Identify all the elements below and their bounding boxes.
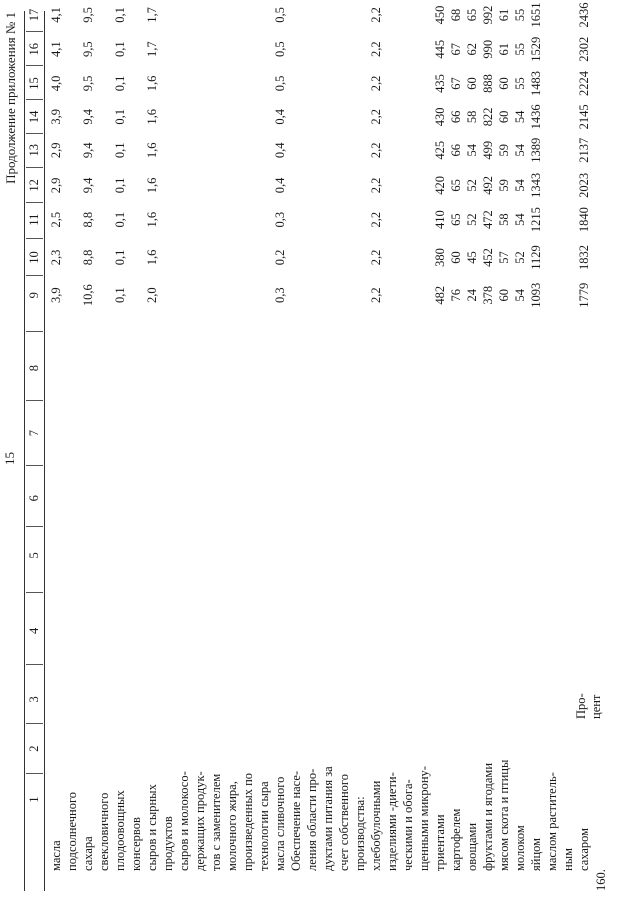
- column-header-17: 17: [27, 8, 41, 22]
- table-cell: 67: [449, 77, 463, 90]
- column-header-2: 2: [27, 745, 41, 752]
- table-cell: 2,5: [49, 211, 63, 228]
- table-cell: 1,6: [145, 249, 159, 266]
- table-cell: 0,5: [273, 41, 287, 58]
- table-cell: 9,5: [81, 75, 95, 92]
- table-cell: 0,1: [113, 287, 127, 304]
- header-separator: [26, 526, 43, 527]
- table-cell: 57: [497, 251, 511, 264]
- table-cell: 52: [465, 213, 479, 226]
- header-separator: [26, 664, 43, 665]
- column-header-1: 1: [27, 796, 41, 803]
- table-cell: 55: [513, 42, 527, 56]
- table-cell: 52: [465, 179, 479, 192]
- table-cell: 1129: [529, 245, 543, 270]
- header-separator: [26, 592, 43, 593]
- indicator-line: ным: [561, 848, 575, 871]
- column-header-4: 4: [27, 627, 41, 634]
- table-cell: 65: [465, 8, 479, 22]
- table-cell: 2023: [577, 172, 591, 198]
- table-cell: 58: [497, 213, 511, 226]
- table-cell: 1093: [529, 282, 543, 308]
- row-number: 160.: [594, 869, 608, 891]
- table-cell: 55: [513, 77, 527, 90]
- column-header-12: 12: [27, 179, 41, 192]
- indicator-line: плодоовощных: [113, 790, 127, 871]
- table-cell: 9,4: [81, 142, 95, 159]
- table-cell: 54: [513, 179, 527, 192]
- table-cell: 59: [497, 179, 511, 192]
- indicator-line: продуктов: [161, 816, 175, 871]
- header-separator: [26, 65, 43, 66]
- table-cell: 55: [513, 8, 527, 22]
- indicator-line: производства:: [353, 796, 367, 871]
- table-cell: 60: [497, 77, 511, 90]
- table-cell: 380: [433, 248, 447, 267]
- table-cell: 1,6: [145, 211, 159, 228]
- indicator-line: технологии сыра: [257, 781, 271, 871]
- table-cell: 2,3: [49, 249, 63, 266]
- table-cell: 425: [433, 140, 447, 160]
- table-cell: 0,4: [273, 142, 287, 159]
- header-separator: [26, 275, 43, 276]
- table-cell: 2,0: [145, 287, 159, 304]
- column-header-8: 8: [27, 365, 41, 372]
- table-cell: 65: [449, 179, 463, 192]
- column-header-9: 9: [27, 292, 41, 299]
- header-separator: [26, 773, 43, 774]
- table-cell: 452: [481, 248, 495, 267]
- table-cell: 68: [449, 8, 463, 22]
- table-cell: 2,2: [369, 211, 383, 228]
- table-cell: 2,2: [369, 109, 383, 125]
- table-cell: 1389: [529, 137, 543, 163]
- indicator-line: дуктами питания за: [321, 766, 335, 871]
- table-cell: 2,2: [369, 75, 383, 92]
- indicator-line: щенными микрону-: [417, 766, 431, 871]
- header-separator: [26, 331, 43, 332]
- table-cell: 54: [513, 144, 527, 157]
- table-cell: 2,2: [369, 249, 383, 266]
- table-cell: 0,1: [113, 75, 127, 92]
- table-cell: 2,9: [49, 177, 63, 194]
- table-cell: 8,8: [81, 249, 95, 266]
- table-cell: 54: [513, 110, 527, 124]
- table-cell: 59: [497, 144, 511, 157]
- indicator-line: овощами: [465, 822, 479, 871]
- indicator-line: держащих продук-: [193, 771, 207, 871]
- header-separator: [26, 31, 43, 32]
- table-cell: 2,2: [369, 142, 383, 159]
- indicator-line: сыров и сырных: [145, 784, 159, 871]
- table-cell: 450: [433, 5, 447, 25]
- table-cell: 54: [513, 213, 527, 226]
- table-cell: 2,2: [369, 287, 383, 304]
- table-cell: 492: [481, 176, 495, 195]
- table-cell: 54: [465, 144, 479, 157]
- table-cell: 1483: [529, 70, 543, 96]
- indicator-line: масла сливочного: [273, 776, 287, 871]
- table-cell: 0,1: [113, 41, 127, 58]
- table-cell: 65: [449, 213, 463, 226]
- table-cell: 54: [513, 288, 527, 302]
- table-cell: 58: [465, 110, 479, 124]
- table-cell: 430: [433, 107, 447, 127]
- table-cell: 3,9: [49, 109, 63, 125]
- table-cell: 499: [481, 140, 495, 160]
- table-cell: 1,7: [145, 7, 159, 23]
- table-cell: 1,6: [145, 109, 159, 125]
- table-cell: 0,3: [273, 211, 287, 228]
- table-cell: 66: [449, 144, 463, 157]
- continuation-caption: Продолжение приложения № 1: [3, 12, 18, 184]
- table-cell: 888: [481, 74, 495, 93]
- header-separator: [26, 723, 43, 724]
- indicator-line: произведенных по: [241, 772, 255, 871]
- table-cell: 76: [449, 288, 463, 302]
- table-cell: 66: [449, 110, 463, 124]
- table-cell: 2436: [577, 2, 591, 28]
- unit-line-1: Про-: [574, 693, 588, 719]
- table-cell: 992: [481, 5, 495, 25]
- indicator-line: мясом скота и птицы: [497, 759, 511, 871]
- table-cell: 1,6: [145, 142, 159, 159]
- indicator-line: молоком: [513, 825, 527, 871]
- indicator-line: тов с заменителем: [209, 773, 223, 871]
- table-cell: 3,9: [49, 287, 63, 304]
- table-cell: 4,1: [49, 7, 63, 23]
- table-cell: 0,1: [113, 109, 127, 125]
- indicator-line: триентами: [433, 814, 447, 871]
- table-cell: 435: [433, 74, 447, 93]
- indicator-line: яйцом: [529, 837, 543, 871]
- table-cell: 67: [449, 42, 463, 56]
- table-cell: 0,1: [113, 249, 127, 266]
- column-header-5: 5: [27, 552, 41, 559]
- table-cell: 60: [497, 110, 511, 124]
- indicator-line: консервов: [129, 817, 143, 871]
- table-cell: 378: [481, 285, 495, 305]
- table-cell: 990: [481, 39, 495, 59]
- page-number: 15: [2, 452, 17, 465]
- table-cell: 62: [465, 42, 479, 56]
- unit-line-2: цент: [589, 694, 603, 719]
- indicator-line: молочного жира,: [225, 781, 239, 871]
- table-cell: 0,1: [113, 211, 127, 228]
- indicator-line: изделиями -диети-: [385, 772, 399, 871]
- table-cell: 0,1: [113, 177, 127, 194]
- column-header-10: 10: [27, 251, 41, 264]
- header-separator: [26, 167, 43, 168]
- table-cell: 1832: [577, 244, 591, 270]
- table-cell: 52: [513, 251, 527, 264]
- column-header-16: 16: [27, 42, 41, 56]
- column-header-13: 13: [27, 144, 41, 157]
- table-cell: 2137: [577, 137, 591, 163]
- table-cell: 61: [497, 8, 511, 22]
- table-cell: 60: [449, 251, 463, 264]
- table-cell: 822: [481, 107, 495, 127]
- indicator-line: подсолнечного: [65, 791, 79, 871]
- table-cell: 0,5: [273, 75, 287, 92]
- indicator-line: сахаром: [577, 827, 591, 871]
- indicator-line: счет собственного: [337, 774, 351, 871]
- header-bottom-rule: [44, 11, 45, 891]
- table-cell: 24: [465, 288, 479, 302]
- header-separator: [26, 133, 43, 134]
- header-separator: [26, 400, 43, 401]
- indicator-line: сахара: [81, 836, 95, 871]
- table-cell: 4,0: [49, 75, 63, 92]
- header-separator: [26, 238, 43, 239]
- table-cell: 60: [465, 77, 479, 90]
- table-top-rule: [24, 11, 25, 891]
- table-cell: 9,5: [81, 7, 95, 23]
- table-cell: 10,6: [81, 284, 95, 307]
- column-header-11: 11: [27, 213, 41, 226]
- indicator-line: ческими и обога-: [401, 779, 415, 871]
- table-cell: 61: [497, 42, 511, 56]
- table-cell: 445: [433, 39, 447, 59]
- header-separator: [26, 202, 43, 203]
- indicator-line: сыров и молокосо-: [177, 771, 191, 871]
- table-cell: 0,4: [273, 177, 287, 194]
- table-cell: 8,8: [81, 211, 95, 228]
- column-header-3: 3: [27, 696, 41, 703]
- table-cell: 472: [481, 210, 495, 230]
- table-cell: 0,3: [273, 287, 287, 304]
- table-cell: 0,5: [273, 7, 287, 23]
- table-cell: 1215: [529, 207, 543, 233]
- table-cell: 1779: [577, 282, 591, 308]
- table-cell: 0,4: [273, 109, 287, 125]
- table-cell: 1,7: [145, 41, 159, 58]
- column-header-7: 7: [27, 430, 41, 437]
- table-cell: 1343: [529, 172, 543, 198]
- table-cell: 0,1: [113, 7, 127, 23]
- table-cell: 482: [433, 285, 447, 305]
- table-cell: 0,2: [273, 249, 287, 266]
- indicator-line: масла: [49, 840, 63, 871]
- table-cell: 1436: [529, 104, 543, 130]
- table-cell: 1529: [529, 36, 543, 62]
- table-cell: 9,4: [81, 109, 95, 125]
- table-cell: 2,2: [369, 41, 383, 58]
- table-cell: 2302: [577, 36, 591, 62]
- indicator-line: маслом раститель-: [545, 772, 559, 871]
- table-cell: 9,4: [81, 177, 95, 194]
- header-separator: [26, 99, 43, 100]
- table-cell: 45: [465, 251, 479, 264]
- table-cell: 2,2: [369, 7, 383, 23]
- column-header-6: 6: [27, 495, 41, 502]
- table-cell: 1,6: [145, 177, 159, 194]
- indicator-line: хлебобулочными: [369, 780, 383, 871]
- table-cell: 2,2: [369, 177, 383, 194]
- indicator-line: картофелем: [449, 808, 463, 871]
- table-cell: 9,5: [81, 41, 95, 58]
- column-header-15: 15: [27, 77, 41, 90]
- table-cell: 1840: [577, 207, 591, 233]
- table-cell: 410: [433, 210, 447, 230]
- table-cell: 2,9: [49, 142, 63, 159]
- indicator-line: фруктами и ягодами: [481, 762, 495, 871]
- table-cell: 60: [497, 288, 511, 302]
- table-cell: 1651: [529, 2, 543, 28]
- table-cell: 2145: [577, 104, 591, 130]
- table-cell: 1,6: [145, 75, 159, 92]
- table-cell: 4,1: [49, 41, 63, 58]
- indicator-line: Обеспечение насе-: [289, 770, 303, 871]
- table-cell: 0,1: [113, 142, 127, 159]
- indicator-line: ления области про-: [305, 768, 319, 871]
- indicator-line: свекловичного: [97, 792, 111, 871]
- header-separator: [26, 465, 43, 466]
- table-cell: 2224: [577, 70, 591, 96]
- column-header-14: 14: [27, 110, 41, 124]
- table-cell: 420: [433, 176, 447, 195]
